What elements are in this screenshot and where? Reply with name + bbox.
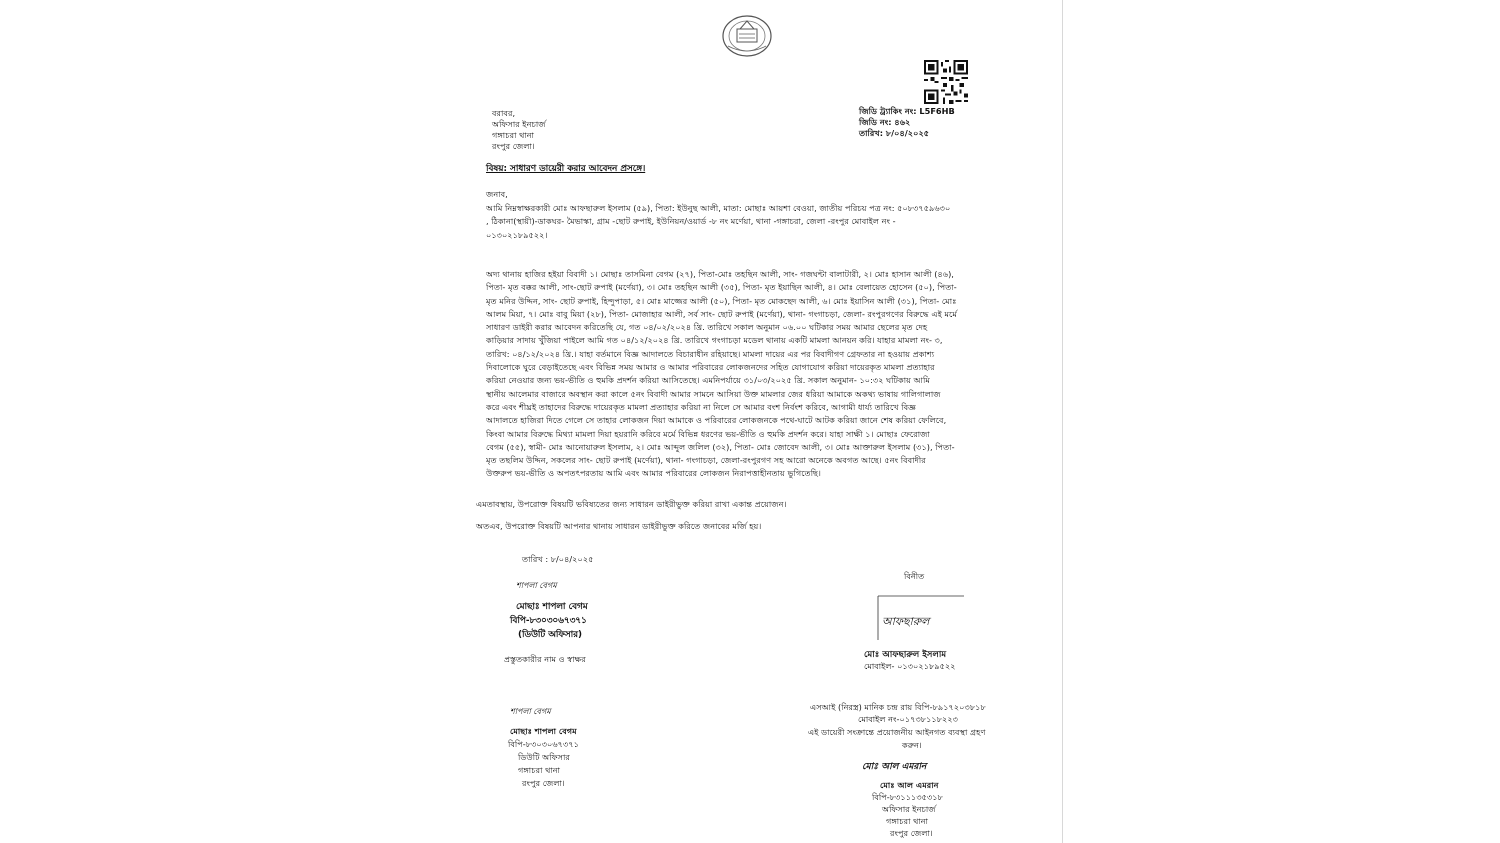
paragraph-line: সাধারণ ডাইরী করার আবেদন করিতেছি যে, গত ০৪/০২/২০২৪ খ্রি. তারিখে সকাল অনুমান ০৬.০০ ঘটিকার সময় আমার ছেলের মৃত দেহ: [486, 322, 928, 333]
paragraph-line: স্থানীয় আলেমার বাজারে অবস্থান করা কালে ৫নং বিবাদী আমার সামনে আসিয়া উক্ত মামলার জের ধরিয়া আমাকে অকথ্য ভাষায় গালিগালাজ: [486, 388, 941, 399]
applicant-signature: আফছারুল: [882, 615, 930, 628]
gd-date: তারিখ: ৮/০৪/২০২৫: [859, 128, 930, 138]
duty-officer-line: মোছাঃ শাপলা বেগম: [510, 726, 577, 736]
paragraph-line: কাড়িয়ার সাদায় খুঁজিয়া পাইলে আমি গত ০৪/১২/২০২৪ খ্রি. তারিখে গংগাচড়া মডেল থানায় একটি মামলা আনয়ন করি। যাহার মামলা নং- ৩,: [486, 335, 943, 346]
duty-officer-line: গঙ্গাচরা থানা: [518, 765, 561, 775]
paragraph-line: আলম মিয়া, ৭। মোঃ বাবু মিয়া (২৮), পিতা- মোজাহার আলী, সর্ব সাং- ছোট রুপাই (মর্ণেয়া), থানা- গংগাচড়া, জেলা- রংপুরগণের বিরুদ্ধে এই মর্মে: [486, 308, 957, 319]
intro-paragraph: [486, 202, 1034, 242]
preparer-bp: বিপি-৮৩০৩০৬৭৩৭১: [510, 616, 587, 626]
paragraph-line: করিয়া নেওয়ার জন্য ভয়-ভীতি ও হুমকি প্রদর্শন করিয়া আসিতেছে। এমনিপর্যায়ে ৩১/০৩/২০২৫ খ্রি. সকাল অনুমান- ১০:৩২ ঘটিকায় আমি: [486, 375, 930, 386]
gd-number: জিডি নং: ৪৬২: [859, 117, 911, 127]
paragraph-line: তারিখ: ০৪/১২/২০২৪ খ্রি.। যাহা বর্তমানে বিজ্ঞ আদালতে বিচারাধীন রহিয়াছে। মামলা দায়ের এর পর বিবাদীগণ গ্রেফতার না হওয়ায় প্রকাশ্য: [486, 348, 935, 359]
paragraph-line: বেগম (৫৫), স্বামী- মোঃ আনোয়ারুল ইসলাম, ২। মোঃ আব্দুল জলিল (৩২), পিতা- মোঃ জোবেদ আলী, ৩। মোঃ আক্তারুল ইসলাম (৩১), পিতা-: [486, 441, 955, 452]
oc-line: রংপুর জেলা।: [890, 828, 933, 838]
oc-signature: মোঃ আল এমরান: [862, 762, 927, 772]
oc-line: মোঃ আল এমরান: [880, 780, 939, 790]
oc-line: বিপি-৮৩১১১৩৫৩১৮: [872, 792, 943, 802]
paragraph-line: দিবালোকে ঘুরে বেড়াইতেছে এবং বিভিন্ন সময় আমার ও আমার পরিবারের লোকজনদের সহিত যোগাযোগ করিয়া দায়েরকৃত মামলা প্রত্যাহার: [486, 362, 935, 373]
recipient-line: বরাবর,: [492, 108, 516, 118]
closing-line-1: এমতাবস্থায়, উপরোক্ত বিষয়টি ভবিষ্যতের জন্য সাধারন ডাইরীভুক্ত করিয়া রাখা একান্ত প্রয়োজন।: [476, 499, 787, 509]
subject-line: বিষয়: সাধারণ ডায়েরী করার আবেদন প্রসঙ্গে।: [486, 164, 646, 174]
vinito-label: বিনীত: [904, 571, 925, 581]
oc-line: গঙ্গাচরা থানা: [886, 816, 929, 826]
oc-line: অফিসার ইনচার্জ: [882, 804, 936, 814]
preparer-signature: শাপলা বেগম: [516, 581, 557, 590]
application-date: তারিখ : ৮/০৪/২০২৫: [522, 554, 594, 564]
applicant-mobile: মোবাইল- ০১৩০২১৮৯৫২২: [864, 661, 956, 671]
paragraph-line: পিতা- মৃত বক্কর আলী, সাং-ছোট রুপাই (মর্ণেয়া), ৩। মোঃ তহছিন আলী (৩৫), পিতা- মৃত ইয়াছিন আলী, ৪। মোঃ বেলায়েত হোসেন (৫০), পিতা-: [486, 282, 957, 293]
paragraph-line: ০১৩০২১৮৯৫২২।: [486, 229, 548, 240]
paragraph-line: উক্তরুপ ভয়-ভীতি ও অপতৎপরতায় আমি এবং আমার পরিবারের লোকজন নিরাপত্তাহীনতায় ভুগিতেছি।: [486, 468, 821, 479]
paragraph-line: মৃত মনির উদ্দিন, সাং- ছোট রুপাই, হিন্দুপাড়া, ৫। মোঃ মাজ্জের আলী (৫০), পিতা- মৃত মোকছেদ আলী, ৬। মোঃ ইয়াসিন আলী (৩১), পিতা- মোঃ: [486, 295, 957, 306]
preparer-role: (ডিউটি অফিসার): [518, 630, 583, 640]
paragraph-line: কিংবা আমার বিরুদ্ধে মিথ্যা মামলা দিয়া হয়রানি করিবে মর্মে বিভিন্ন ধরণের ভয়-ভীতি ও হুমকি প্রদর্শন করে। যাহা সাক্ষী ১। মোছাঃ ফেরোজা: [486, 428, 930, 439]
police-emblem-icon: [720, 12, 774, 58]
si-endorsement-line: এই ডায়েরী সংক্রান্তে প্রয়োজনীয় আইনগত ব্যবস্থা গ্রহণ: [808, 727, 986, 737]
closing-line-2: অতএব, উপরোক্ত বিষয়টি আপনার থানায় সাধারন ডাইরীভুক্ত করিতে জনাবের মর্জি হয়।: [476, 521, 762, 531]
paragraph-line: মৃত তছলিম উদ্দিন, সকলের সাং- ছোট রুপাই (মর্ণেয়া), থানা- গংগাচড়া, জেলা-রংপুরগণ সহ আরো অনেকে অবগত আছে। ৫নং বিবাদীর: [486, 455, 926, 466]
duty-officer-line: রংপুর জেলা।: [522, 778, 565, 788]
qr-code-icon: [924, 60, 968, 104]
preparer-name: মোছাঃ শাপলা বেগম: [516, 602, 588, 612]
paragraph-line: অদ্য থানায় হাজির হইয়া বিবাদী ১। মোছাঃ তাসমিনা বেগম (২৭), পিতা-মোঃ তহছিন আলী, সাং- গজঘন্টা বালাটারী, ২। মোঃ হাসান আলী (৪৬),: [486, 269, 954, 279]
si-endorsement-line: করুন।: [902, 740, 922, 750]
duty-officer-signature: শাপলা বেগম: [510, 707, 551, 716]
recipient-line: অফিসার ইনচার্জ: [492, 119, 546, 129]
si-endorsement-line: এসআই (নিরস্ত্র) মানিক চন্দ্র রায় বিপি-৮৯১৭২০৩৮১৮: [810, 702, 986, 712]
document-page: [438, 0, 1063, 843]
paragraph-line: করে এবং শীঘ্রই তাহাদের বিরুদ্ধে দায়েরকৃত মামলা প্রত্যাহার করিয়া না নিলে সে আমার বংশ নির্বংশ করিবে, আগামী ধার্য্য তারিখে বিজ্ঞ: [486, 401, 916, 412]
duty-officer-line: বিপি-৮৩০৩০৬৭৩৭১: [508, 739, 579, 749]
recipient-line: গঙ্গাচরা থানা: [492, 130, 535, 140]
duty-officer-line: ডিউটি অফিসার: [518, 752, 570, 762]
paragraph-line: , ঠিকানা(স্থায়ী)-ডাকঘর- মৈভাস্কা, গ্রাম -ছোট রুপাই, ইউনিয়ন/ওয়ার্ড -৮ নং মর্ণেয়া, থানা -গঙ্গাচরা, জেলা -রংপুর মোবাইল নং -: [486, 216, 896, 227]
preparer-caption: প্রস্তুতকারীর নাম ও স্বাক্ষর: [504, 654, 586, 664]
paragraph-line: আমি নিম্নস্বাক্ষরকারী মোঃ আফছারুল ইসলাম (৫৯), পিতা: ইউনুছ আলী, মাতা: মোছাঃ আয়শা বেওয়া, জাতীয় পরিচয় পত্র নং: ৫০৮৩৭৫৯৬৩০: [486, 203, 951, 213]
applicant-name: মোঃ আফছারুল ইসলাম: [864, 650, 947, 660]
salutation: জনাব,: [486, 189, 508, 199]
body-paragraph: [486, 268, 1034, 481]
recipient-line: রংপুর জেলা।: [492, 141, 535, 151]
paragraph-line: আদালতে হাজিরা দিতে গেলে সে তাহার লোকজন দিয়া আমাকে ও পরিবারের লোকজনকে পথে-ঘাটে আটক করিয়া জানে শেষ করিয়া ফেলিবে,: [486, 415, 947, 426]
gd-tracking-number: জিডি ট্র্যাকিং নং: L5F6HB: [859, 106, 955, 116]
si-endorsement-line: মোবাইল নং-০১৭৩৮১১৮২২৩: [858, 714, 959, 724]
